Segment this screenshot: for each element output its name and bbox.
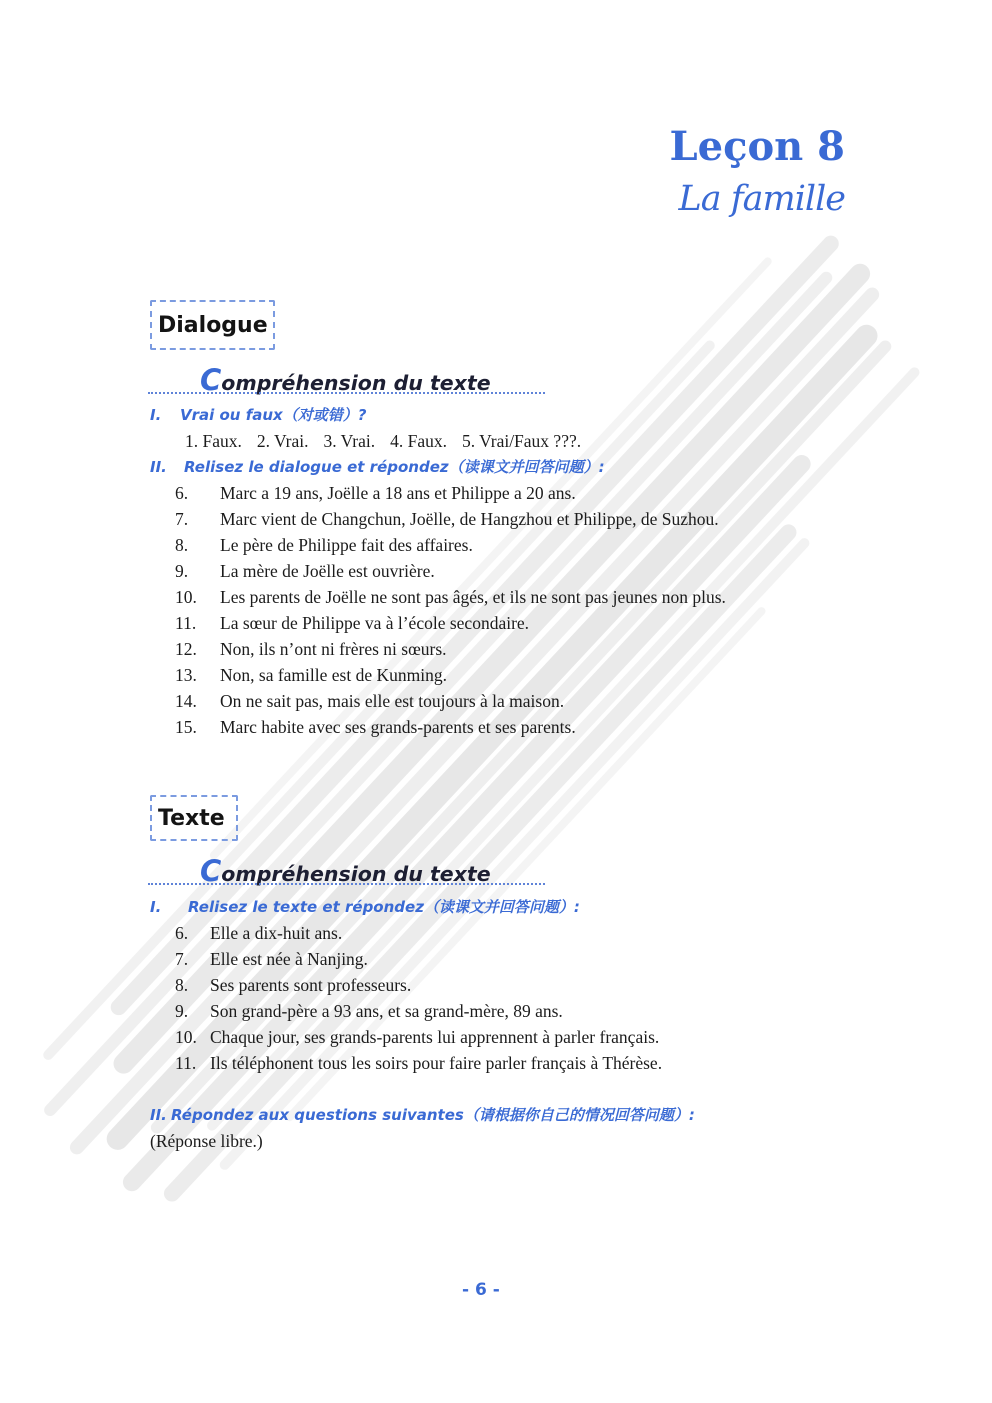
comprehension-title-underline [148,392,545,394]
item-number: 7. [175,949,189,969]
list-item [150,610,726,636]
exercise-instruction: Répondez aux questions suivantes（请根据你自己的情况回答问题）: [171,1106,695,1124]
section-heading-texte [150,795,238,841]
list-item [150,998,662,1024]
exercise-numeral: I. [150,406,162,424]
item-text: Elle est née à Nanjing. [210,949,368,969]
item-text: Elle a dix-huit ans. [210,923,343,943]
comprehension-title: Compréhension du texte [200,363,491,397]
exercise-numeral: II. [150,458,167,476]
item-text: Chaque jour, ses grands-parents lui apprennent à parler français. [210,1027,660,1047]
section-heading-dialogue [150,300,275,350]
item-number: 9. [175,1001,189,1021]
item-text: La sœur de Philippe va à l’école secondaire. [220,613,530,633]
item-text: Non, ils n’ont ni frères ni sœurs. [220,639,447,659]
exercise-heading [150,894,662,920]
exercise-instruction: Relisez le dialogue et répondez（读课文并回答问题）: [184,458,605,476]
exercise-numeral: I. [150,898,162,916]
list-item [150,532,726,558]
free-response-note: (Réponse libre.) [150,1131,263,1151]
list-item [150,584,726,610]
exercise-instruction: Relisez le texte et répondez（读课文并回答问题）: [188,898,580,916]
exercise-heading [150,1102,695,1128]
list-item [150,688,726,714]
item-number: 8. [175,975,189,995]
answer: 3. Vrai. [323,431,376,451]
item-text: Ils téléphonent tous les soirs pour faire parler français à Thérèse. [210,1053,663,1073]
item-number: 11. [175,1053,197,1073]
lesson-subtitle: La famille [678,179,845,219]
item-number: 15. [175,717,197,737]
item-text: La mère de Joëlle est ouvrière. [220,561,435,581]
item-number: 10. [175,587,197,607]
list-item [150,972,662,998]
page-number: - 6 - [462,1280,500,1300]
list-item [150,1050,662,1076]
item-text: Son grand-père a 93 ans, et sa grand-mère, 89 ans. [210,1001,563,1021]
item-text: On ne sait pas, mais elle est toujours à la maison. [220,691,565,711]
answer: 2. Vrai. [256,431,309,451]
list-item [150,714,726,740]
item-number: 11. [175,613,197,633]
section-heading-label: Texte [158,805,225,831]
exercise-instruction: Vrai ou faux（对或错）? [180,406,367,424]
answer-line [150,428,726,454]
item-text: Le père de Philippe fait des affaires. [220,535,473,555]
exercise-heading [150,402,726,428]
texte-free-response [150,1102,695,1154]
list-item [150,558,726,584]
list-item [150,1024,662,1050]
comprehension-title: Compréhension du texte [200,854,491,888]
dialogue-exercises [150,402,726,740]
answer: 1. Faux. [185,431,242,451]
list-item [150,946,662,972]
item-number: 12. [175,639,197,659]
texte-exercises [150,894,662,1076]
item-number: 14. [175,691,197,711]
list-item [150,506,726,532]
item-text: Non, sa famille est de Kunming. [220,665,447,685]
item-number: 9. [175,561,189,581]
item-text: Ses parents sont professeurs. [210,975,412,995]
list-item [150,662,726,688]
item-number: 6. [175,483,189,503]
list-item [150,480,726,506]
comprehension-title-underline [148,883,545,885]
item-number: 10. [175,1027,197,1047]
answer: 4. Faux. [390,431,447,451]
answer: 5. Vrai/Faux ???. [461,431,582,451]
item-text: Marc habite avec ses grands-parents et ses parents. [220,717,576,737]
item-text: Marc vient de Changchun, Joëlle, de Hangzhou et Philippe, de Suzhou. [220,509,719,529]
list-item [150,920,662,946]
item-number: 7. [175,509,189,529]
item-text: Les parents de Joëlle ne sont pas âgés, et ils ne sont pas jeunes non plus. [220,587,726,607]
item-text: Marc a 19 ans, Joëlle a 18 ans et Philippe a 20 ans. [220,483,576,503]
exercise-numeral: II. [150,1106,167,1124]
item-number: 13. [175,665,197,685]
exercise-heading [150,454,726,480]
section-heading-label: Dialogue [158,312,268,338]
list-item [150,636,726,662]
lesson-title: Leçon 8 [669,123,845,170]
item-number: 8. [175,535,189,555]
item-number: 6. [175,923,189,943]
